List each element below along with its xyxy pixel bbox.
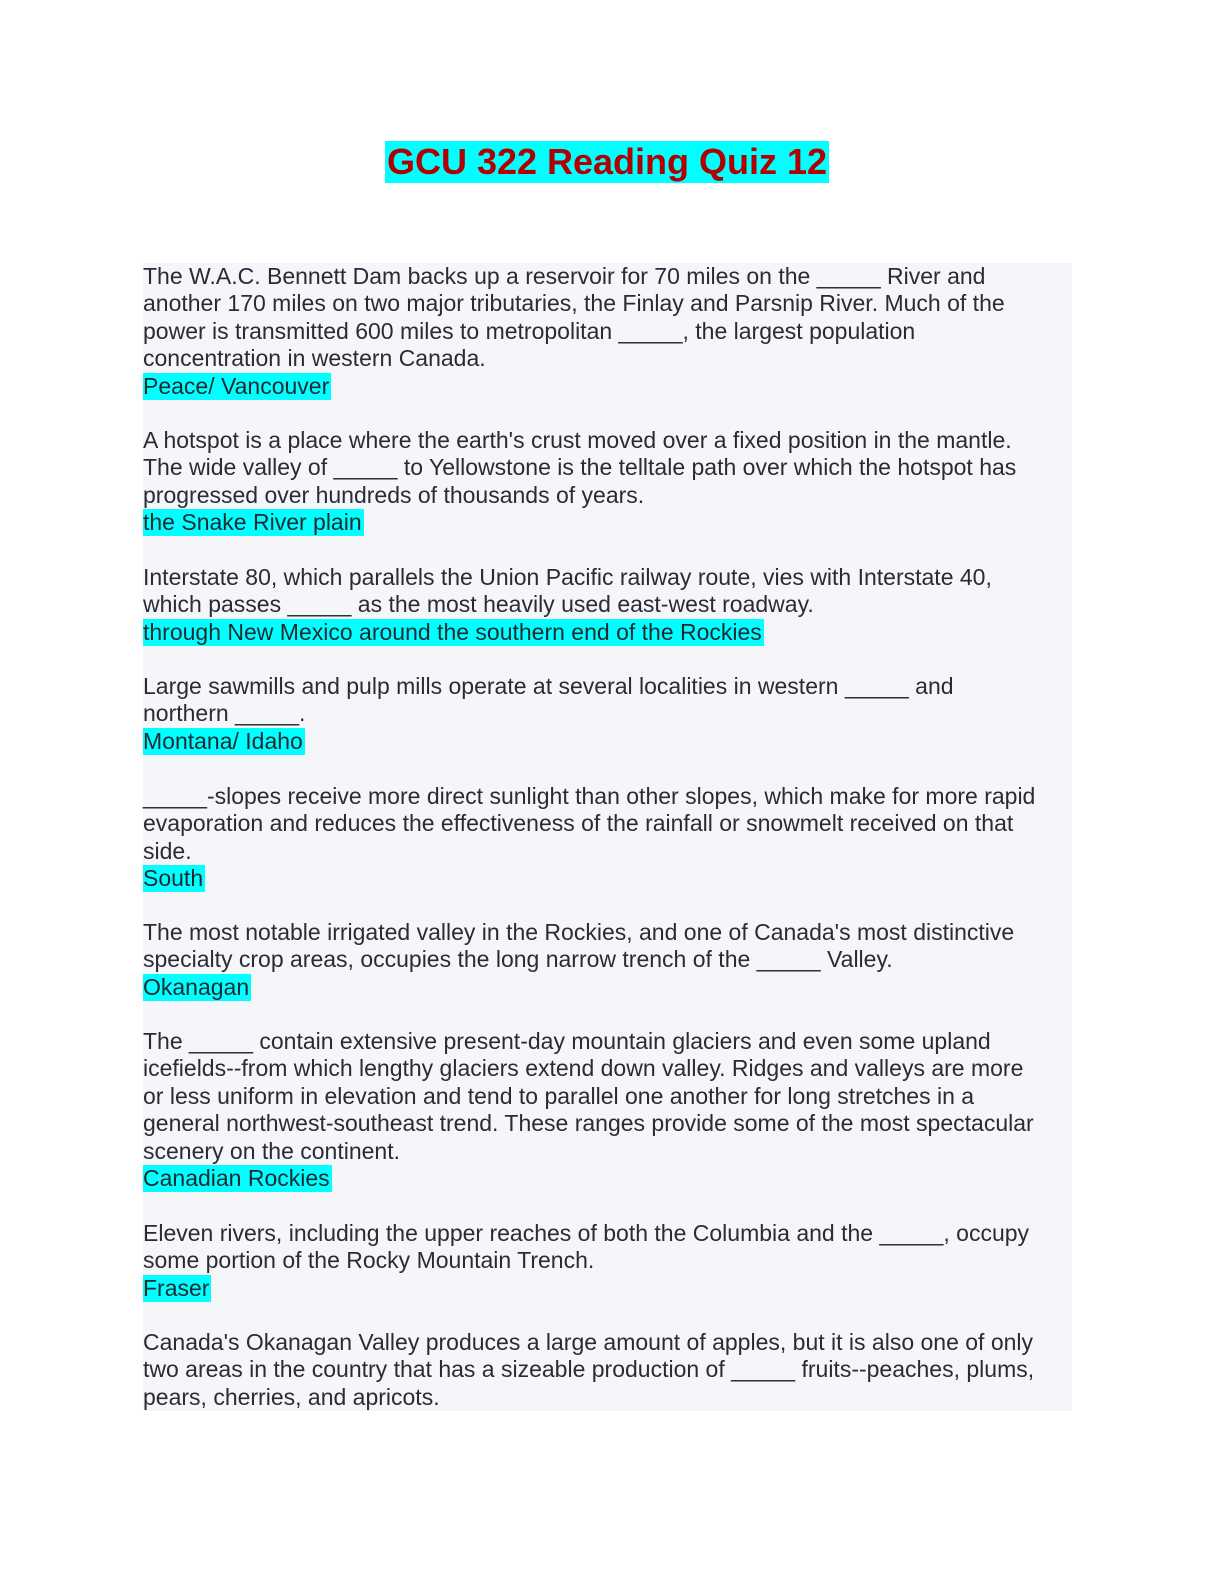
quiz-item xyxy=(143,1028,1072,1192)
answer-highlight: through New Mexico around the southern end of the Rockies xyxy=(143,618,762,645)
answer-highlight: South xyxy=(143,865,204,892)
quiz-item xyxy=(143,564,1072,646)
quiz-item xyxy=(143,919,1072,1001)
answer-highlight: Peace/ Vancouver xyxy=(143,372,330,399)
question-text: Interstate 80, which parallels the Union Pacific railway route, vies with Interstate 40, which passes _____ as the most heavily used east-west roadway. xyxy=(143,564,992,618)
quiz-item xyxy=(143,1329,1072,1411)
answer-highlight: Fraser xyxy=(143,1274,210,1301)
answer-highlight: Montana/ Idaho xyxy=(143,727,303,754)
quiz-content xyxy=(143,263,1072,1411)
question-text: The most notable irrigated valley in the Rockies, and one of Canada's most distinctive specialty crop areas, occupies the long narrow trench of the _____ Valley. xyxy=(143,919,1015,973)
quiz-item xyxy=(143,783,1072,892)
answer-highlight: Okanagan xyxy=(143,973,250,1000)
quiz-item xyxy=(143,427,1072,536)
question-text: _____-slopes receive more direct sunlight than other slopes, which make for more rapid evaporation and reduces the effectiveness of the rainfall or snowmelt received on that side. xyxy=(143,783,1036,864)
quiz-item xyxy=(143,1220,1072,1302)
question-text: A hotspot is a place where the earth's crust moved over a fixed position in the mantle. The wide valley of _____ to Yellowstone is the telltale path over which the hotspot has progressed over hundreds of thousands of years. xyxy=(143,427,1017,508)
question-text: Canada's Okanagan Valley produces a large amount of apples, but it is also one of only two areas in the country that has a sizeable production of _____ fruits--peaches, plums, pears, cherries, and apricots. xyxy=(143,1329,1035,1410)
title-container xyxy=(0,141,1224,183)
answer-highlight: the Snake River plain xyxy=(143,509,362,536)
question-text: The W.A.C. Bennett Dam backs up a reservoir for 70 miles on the _____ River and another 170 miles on two major tributaries, the Finlay and Parsnip River. Much of the power is transmitted 600 miles to metropolitan _____, the largest population concentration in western Canada. xyxy=(143,263,1005,372)
question-text: Large sawmills and pulp mills operate at several localities in western _____ and northern _____. xyxy=(143,673,954,727)
question-text: The _____ contain extensive present-day mountain glaciers and even some upland icefields--from which lengthy glaciers extend down valley. Ridges and valleys are more or less uniform in elevation and tend to parallel one another for long stretches in a general northwest-southeast trend. These ranges provide some of the most spectacular scenery on the continent. xyxy=(143,1028,1034,1164)
document-title: GCU 322 Reading Quiz 12 xyxy=(386,141,828,182)
answer-highlight: Canadian Rockies xyxy=(143,1165,330,1192)
question-text: Eleven rivers, including the upper reaches of both the Columbia and the _____, occupy some portion of the Rocky Mountain Trench. xyxy=(143,1220,1030,1274)
quiz-item xyxy=(143,673,1072,755)
quiz-item xyxy=(143,263,1072,400)
